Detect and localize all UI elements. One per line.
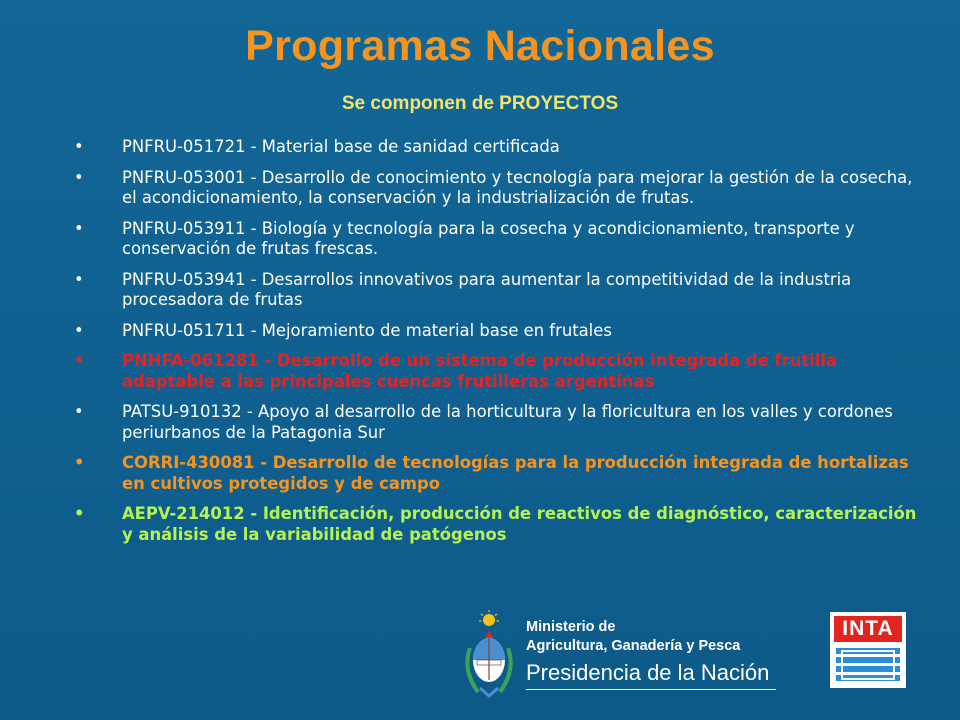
inta-logo (830, 612, 906, 688)
project-text: PNFRU-053941 - Desarrollos innovativos para aumentar la competitividad de la industria procesadora de frutas (122, 269, 852, 309)
slide-title: Programas Nacionales (245, 22, 715, 70)
project-item-highlight-orange (74, 453, 930, 494)
project-text: PNFRU-053911 - Biología y tecnología para la cosecha y acondicionamiento, transporte y conservación de frutas frescas. (122, 218, 855, 258)
project-item (74, 270, 930, 311)
bullet-icon: • (74, 402, 84, 421)
bullet-icon: • (74, 167, 84, 187)
inta-logo-text: INTA (834, 616, 902, 642)
project-text: PNFRU-051721 - Material base de sanidad certificada (122, 137, 560, 156)
bullet-icon: • (74, 218, 84, 238)
ministry-name-line2: Agricultura, Ganadería y Pesca (526, 638, 741, 654)
project-item (74, 219, 930, 260)
project-text: PNFRU-051711 - Mejoramiento de material base en frutales (122, 320, 612, 340)
bullet-icon: • (74, 504, 85, 523)
bullet-icon: • (74, 320, 84, 340)
ministry-logo (526, 618, 776, 690)
presidency-name: Presidencia de la Nación (526, 659, 776, 690)
project-text: CORRI-430081 - Desarrollo de tecnologías para la producción integrada de hortalizas en cultivos protegidos y de campo (122, 453, 909, 493)
project-item-highlight-red (74, 351, 930, 392)
project-text: AEPV-214012 - Identificación, producción de reactivos de diagnóstico, caracterización y análisis de la variabilidad de patógenos (122, 504, 917, 544)
project-item (74, 168, 930, 209)
ministry-name-line1: Ministerio de (526, 619, 616, 635)
project-list (74, 137, 930, 555)
bullet-icon: • (74, 137, 84, 156)
project-text: PNHFA-061281 - Desarrollo de un sistema de producción integrada de frutilla adaptable a las principales cuencas frutilleras argentinas (122, 351, 838, 391)
project-text: PATSU-910132 - Apoyo al desarrollo de la horticultura y la floricultura en los valles y cordones periurbanos de la Patagonia Sur (122, 402, 893, 442)
inta-stripes-icon (834, 646, 902, 684)
project-item (74, 137, 930, 158)
argentina-coat-of-arms-icon (460, 608, 518, 700)
bullet-icon: • (74, 453, 85, 472)
project-item (74, 321, 930, 342)
bullet-icon: • (74, 269, 84, 289)
project-text: PNFRU-053001 - Desarrollo de conocimiento y tecnología para mejorar la gestión de la cosecha, el acondicionamiento, la conservación y la industrialización de frutas. (122, 167, 913, 207)
slide-subtitle: Se componen de PROYECTOS (341, 93, 619, 114)
bullet-icon: • (74, 351, 85, 370)
project-item-highlight-green (74, 504, 930, 545)
project-item (74, 402, 930, 443)
